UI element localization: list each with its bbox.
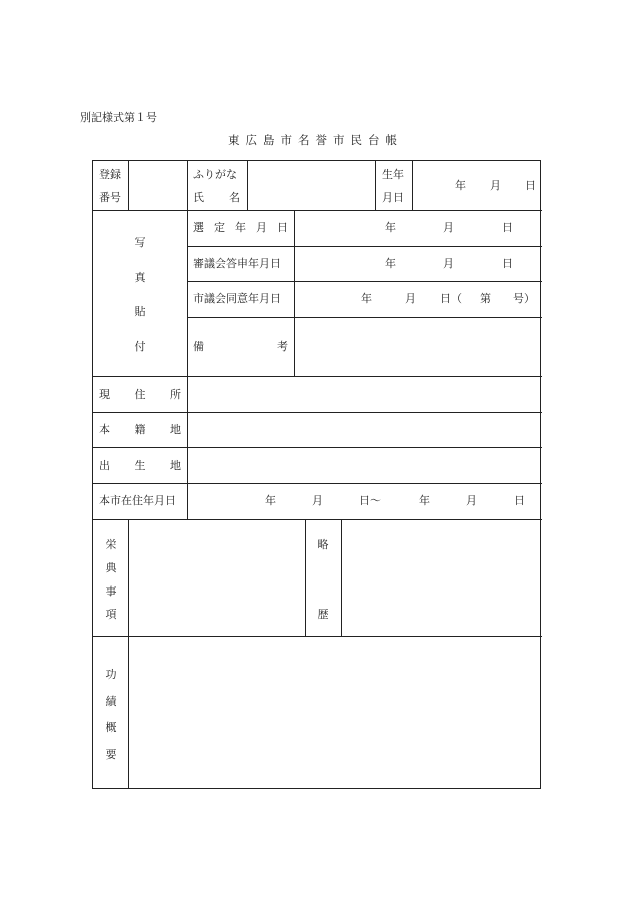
residence-start-month: 月 xyxy=(312,494,323,507)
honors-field[interactable] xyxy=(134,525,299,630)
consent-year-unit: 年 xyxy=(361,292,372,305)
furigana-label: ふりがな xyxy=(193,168,237,181)
registration-number-field[interactable] xyxy=(156,175,176,195)
name-label: 氏 名 xyxy=(193,191,240,204)
selection-month-unit: 月 xyxy=(443,221,454,234)
report-year-unit: 年 xyxy=(385,257,396,270)
consent-day-unit: 日（ xyxy=(440,292,462,305)
council-report-date-label: 審議会答申年月日 xyxy=(193,257,281,270)
registration-label-2: 番号 xyxy=(99,191,121,204)
selection-year-unit: 年 xyxy=(385,221,396,234)
remarks-field[interactable] xyxy=(300,323,535,371)
current-address-field[interactable] xyxy=(193,381,533,407)
consent-month-unit: 月 xyxy=(405,292,416,305)
current-address-label: 現 住 所 xyxy=(99,388,181,401)
residence-end-year: 年 xyxy=(419,494,430,507)
birthplace-field[interactable] xyxy=(193,452,533,478)
birth-label-2: 月日 xyxy=(382,191,404,204)
assembly-consent-date-label: 市議会同意年月日 xyxy=(193,292,281,305)
achievements-label: 功 績 概 要 xyxy=(105,668,117,761)
name-field[interactable] xyxy=(253,166,368,204)
report-day-unit: 日 xyxy=(502,257,513,270)
registered-domicile-label: 本 籍 地 xyxy=(99,423,181,436)
form-number-label: 別記様式第１号 xyxy=(80,111,157,124)
registry-table xyxy=(92,160,541,789)
residence-end-month: 月 xyxy=(466,494,477,507)
birthplace-label: 出 生 地 xyxy=(99,459,181,472)
report-month-unit: 月 xyxy=(443,257,454,270)
photo-area: 写 真 貼 付 xyxy=(134,236,146,353)
honors-label: 栄 典 事 項 xyxy=(105,538,117,621)
registered-domicile-field[interactable] xyxy=(193,417,533,443)
achievements-field[interactable] xyxy=(134,642,534,782)
birth-month-unit: 月 xyxy=(490,179,501,192)
page-title: 東広島市名誉市民台帳 xyxy=(228,133,403,147)
residence-end-day: 日 xyxy=(514,494,525,507)
registration-label: 登録 xyxy=(99,168,121,181)
birth-label: 生年 xyxy=(382,168,404,181)
birth-day-unit: 日 xyxy=(525,179,536,192)
residence-start-year: 年 xyxy=(265,494,276,507)
remarks-label: 備 考 xyxy=(193,340,288,353)
selection-date-label: 選 定 年 月 日 xyxy=(193,221,288,234)
consent-number-suffix: 号） xyxy=(513,292,535,305)
career-label: 略 歴 xyxy=(317,538,329,621)
selection-day-unit: 日 xyxy=(502,221,513,234)
birth-year-unit: 年 xyxy=(455,179,466,192)
residence-start-day: 日～ xyxy=(359,494,381,507)
residence-period-label: 本市在住年月日 xyxy=(99,494,176,507)
consent-number-prefix: 第 xyxy=(480,292,491,305)
career-field[interactable] xyxy=(347,525,535,630)
